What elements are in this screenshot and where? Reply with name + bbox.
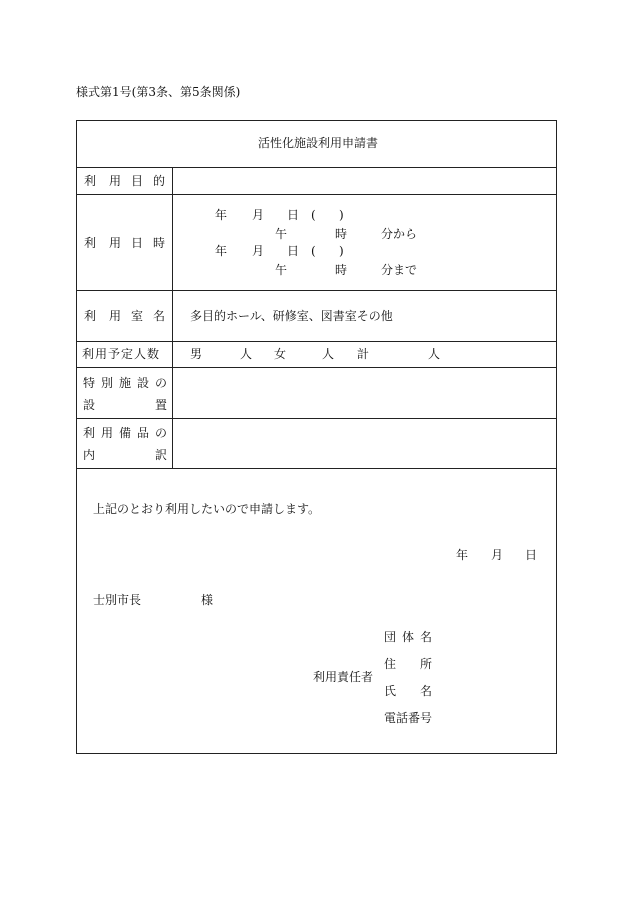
people-total: 計 [357,347,370,361]
group-label-char: 団 [384,630,397,644]
address-label-char: 所 [420,657,433,671]
to-day: 日 [287,244,300,258]
equipment-label-char: 利 [83,426,96,440]
name-label-char: 名 [420,684,433,698]
from-paren-close: ) [339,208,344,222]
name-label-char: 氏 [384,684,397,698]
room-label-char: 用 [109,309,122,323]
special-label-char: 施 [119,376,132,390]
to-ampm: 午 [275,263,288,277]
form-number-label: 様式第1号(第3条、第5条関係) [76,85,241,99]
from-minute: 分から [381,227,418,241]
people-label: 利用予定人数 [82,347,161,361]
equipment-label-char: 品 [137,426,150,440]
row-divider [76,194,556,195]
people-female: 女 [274,347,287,361]
datetime-label-char: 時 [153,236,166,250]
people-unit: 人 [240,347,253,361]
purpose-label-char: 利 [84,174,97,188]
room-label-char: 利 [84,309,97,323]
applicant-label: 利用責任者 [313,670,374,684]
equipment-label-char: 備 [119,426,132,440]
recipient-name: 士別市長 [93,593,142,607]
to-paren-open: ( [311,244,316,258]
label-column-divider [172,167,173,468]
row-divider [76,290,556,291]
room-label-char: 名 [153,309,166,323]
equipment-label-char: 用 [101,426,114,440]
room-value: 多目的ホール、研修室、図書室その他 [190,309,393,323]
address-label-char: 住 [384,657,397,671]
from-month: 月 [252,208,265,222]
equipment-label-char: の [155,426,168,440]
special-label-char: 別 [101,376,114,390]
row-divider [76,418,556,419]
room-label-char: 室 [131,309,144,323]
row-divider [76,468,556,469]
from-ampm: 午 [275,227,288,241]
date-month: 月 [491,548,504,562]
from-hour: 時 [335,227,348,241]
special-label-char: 特 [83,376,96,390]
phone-label: 電話番号 [384,711,433,725]
special-label-char: 設 [83,398,96,412]
to-month: 月 [252,244,265,258]
special-label-char: の [155,376,168,390]
to-paren-close: ) [339,244,344,258]
purpose-label-char: 目 [131,174,144,188]
datetime-label-char: 日 [131,236,144,250]
form-title: 活性化施設利用申請書 [258,136,379,150]
people-unit: 人 [428,347,441,361]
special-label-char: 置 [155,398,168,412]
purpose-label-char: 用 [109,174,122,188]
date-day: 日 [525,548,538,562]
row-divider [76,341,556,342]
datetime-label-char: 利 [84,236,97,250]
from-paren-open: ( [311,208,316,222]
people-unit: 人 [322,347,335,361]
to-year: 年 [215,244,228,258]
people-male: 男 [190,347,203,361]
to-hour: 時 [335,263,348,277]
group-label-char: 体 [402,630,415,644]
group-label-char: 名 [420,630,433,644]
datetime-label-char: 用 [109,236,122,250]
special-label-char: 設 [137,376,150,390]
application-statement: 上記のとおり利用したいので申請します。 [93,502,321,516]
purpose-label-char: 的 [153,174,166,188]
equipment-label-char: 内 [83,448,96,462]
row-divider [76,167,556,168]
from-year: 年 [215,208,228,222]
to-minute: 分まで [381,263,418,277]
recipient-honorific: 様 [201,593,214,607]
from-day: 日 [287,208,300,222]
row-divider [76,367,556,368]
equipment-label-char: 訳 [155,448,168,462]
date-year: 年 [456,548,469,562]
